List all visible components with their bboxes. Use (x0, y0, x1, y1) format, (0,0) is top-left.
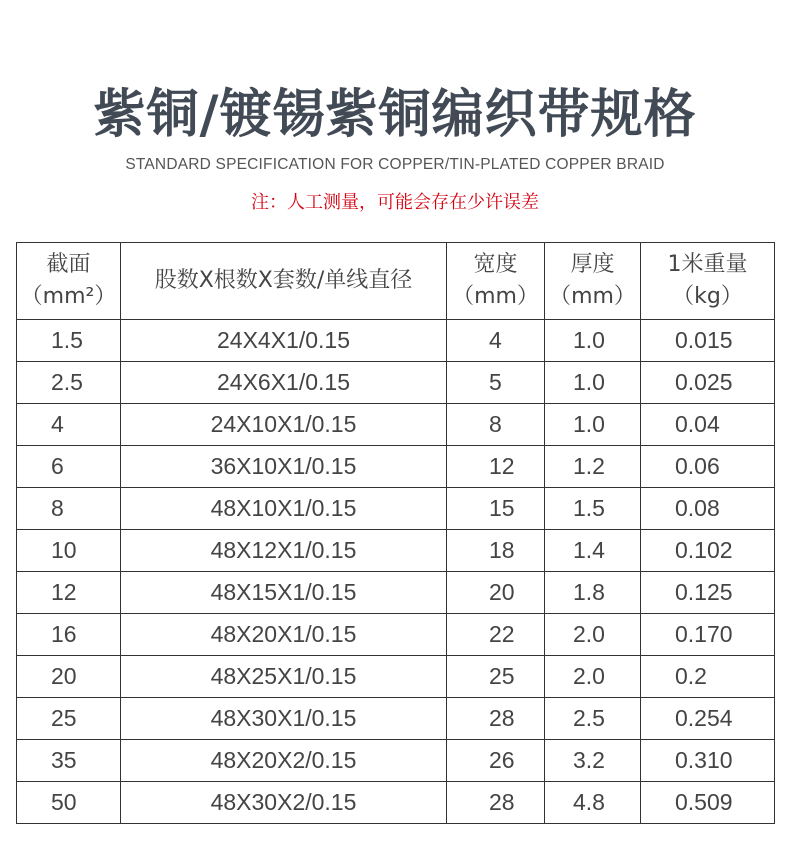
table-row (17, 656, 775, 698)
cell-width: 26 (447, 740, 545, 782)
spec-table (16, 242, 775, 824)
cell-construction: 48X10X1/0.15 (121, 488, 447, 530)
cell-thickness: 1.0 (545, 362, 641, 404)
cell-thickness: 1.0 (545, 320, 641, 362)
header-width (447, 243, 545, 320)
cell-thickness: 1.4 (545, 530, 641, 572)
cell-weight: 0.08 (641, 488, 775, 530)
cell-construction: 24X4X1/0.15 (121, 320, 447, 362)
cell-width: 15 (447, 488, 545, 530)
cell-width: 25 (447, 656, 545, 698)
cell-cross-section: 8 (17, 488, 121, 530)
cell-thickness: 1.5 (545, 488, 641, 530)
cell-construction: 48X20X1/0.15 (121, 614, 447, 656)
cell-construction: 48X15X1/0.15 (121, 572, 447, 614)
header-label: 股数X根数X套数/单线直径 (154, 268, 413, 293)
cell-weight: 0.015 (641, 320, 775, 362)
cell-width: 18 (447, 530, 545, 572)
table-row (17, 404, 775, 446)
cell-weight: 0.025 (641, 362, 775, 404)
cell-thickness: 3.2 (545, 740, 641, 782)
header-label: 宽度 (473, 252, 518, 277)
table-row (17, 782, 775, 824)
cell-width: 28 (447, 782, 545, 824)
header-unit: （kg） (672, 284, 743, 309)
table-header-row (17, 243, 775, 320)
table-row (17, 698, 775, 740)
cell-construction: 36X10X1/0.15 (121, 446, 447, 488)
header-thickness (545, 243, 641, 320)
table-row (17, 530, 775, 572)
cell-weight: 0.310 (641, 740, 775, 782)
header-unit: （mm） (452, 284, 539, 309)
cell-thickness: 2.0 (545, 614, 641, 656)
cell-width: 8 (447, 404, 545, 446)
cell-thickness: 1.8 (545, 572, 641, 614)
cell-weight: 0.06 (641, 446, 775, 488)
cell-construction: 48X12X1/0.15 (121, 530, 447, 572)
table-row (17, 320, 775, 362)
cell-cross-section: 6 (17, 446, 121, 488)
cell-weight: 0.170 (641, 614, 775, 656)
cell-width: 28 (447, 698, 545, 740)
cell-cross-section: 50 (17, 782, 121, 824)
table-row (17, 446, 775, 488)
cell-cross-section: 35 (17, 740, 121, 782)
cell-width: 20 (447, 572, 545, 614)
cell-weight: 0.254 (641, 698, 775, 740)
cell-cross-section: 10 (17, 530, 121, 572)
cell-thickness: 2.0 (545, 656, 641, 698)
header-label: 1米重量 (667, 252, 748, 277)
cell-cross-section: 12 (17, 572, 121, 614)
cell-width: 5 (447, 362, 545, 404)
cell-weight: 0.509 (641, 782, 775, 824)
table-row (17, 488, 775, 530)
header-weight-per-meter (641, 243, 775, 320)
header-unit: （mm） (549, 284, 636, 309)
cell-construction: 48X30X1/0.15 (121, 698, 447, 740)
cell-cross-section: 20 (17, 656, 121, 698)
header-construction (121, 243, 447, 320)
cell-width: 4 (447, 320, 545, 362)
cell-construction: 24X6X1/0.15 (121, 362, 447, 404)
cell-cross-section: 16 (17, 614, 121, 656)
table-row (17, 572, 775, 614)
cell-cross-section: 25 (17, 698, 121, 740)
cell-construction: 48X25X1/0.15 (121, 656, 447, 698)
header-label: 厚度 (570, 252, 615, 277)
cell-weight: 0.2 (641, 656, 775, 698)
table-row (17, 740, 775, 782)
cell-thickness: 1.0 (545, 404, 641, 446)
header-label: 截面 (46, 252, 91, 277)
page-subtitle: STANDARD SPECIFICATION FOR COPPER/TIN-PLATED COPPER BRAID (125, 156, 665, 173)
cell-construction: 24X10X1/0.15 (121, 404, 447, 446)
header-cross-section (17, 243, 121, 320)
page-title: 紫铜/镀锡紫铜编织带规格 (93, 85, 697, 145)
cell-weight: 0.04 (641, 404, 775, 446)
cell-construction: 48X20X2/0.15 (121, 740, 447, 782)
table-row (17, 362, 775, 404)
header-unit: （mm²） (20, 284, 117, 309)
cell-thickness: 4.8 (545, 782, 641, 824)
cell-cross-section: 4 (17, 404, 121, 446)
table-row (17, 614, 775, 656)
cell-weight: 0.125 (641, 572, 775, 614)
cell-cross-section: 1.5 (17, 320, 121, 362)
cell-thickness: 2.5 (545, 698, 641, 740)
cell-width: 12 (447, 446, 545, 488)
cell-cross-section: 2.5 (17, 362, 121, 404)
measurement-note: 注：人工测量，可能会存在少许误差 (251, 192, 539, 213)
cell-construction: 48X30X2/0.15 (121, 782, 447, 824)
cell-thickness: 1.2 (545, 446, 641, 488)
cell-width: 22 (447, 614, 545, 656)
cell-weight: 0.102 (641, 530, 775, 572)
